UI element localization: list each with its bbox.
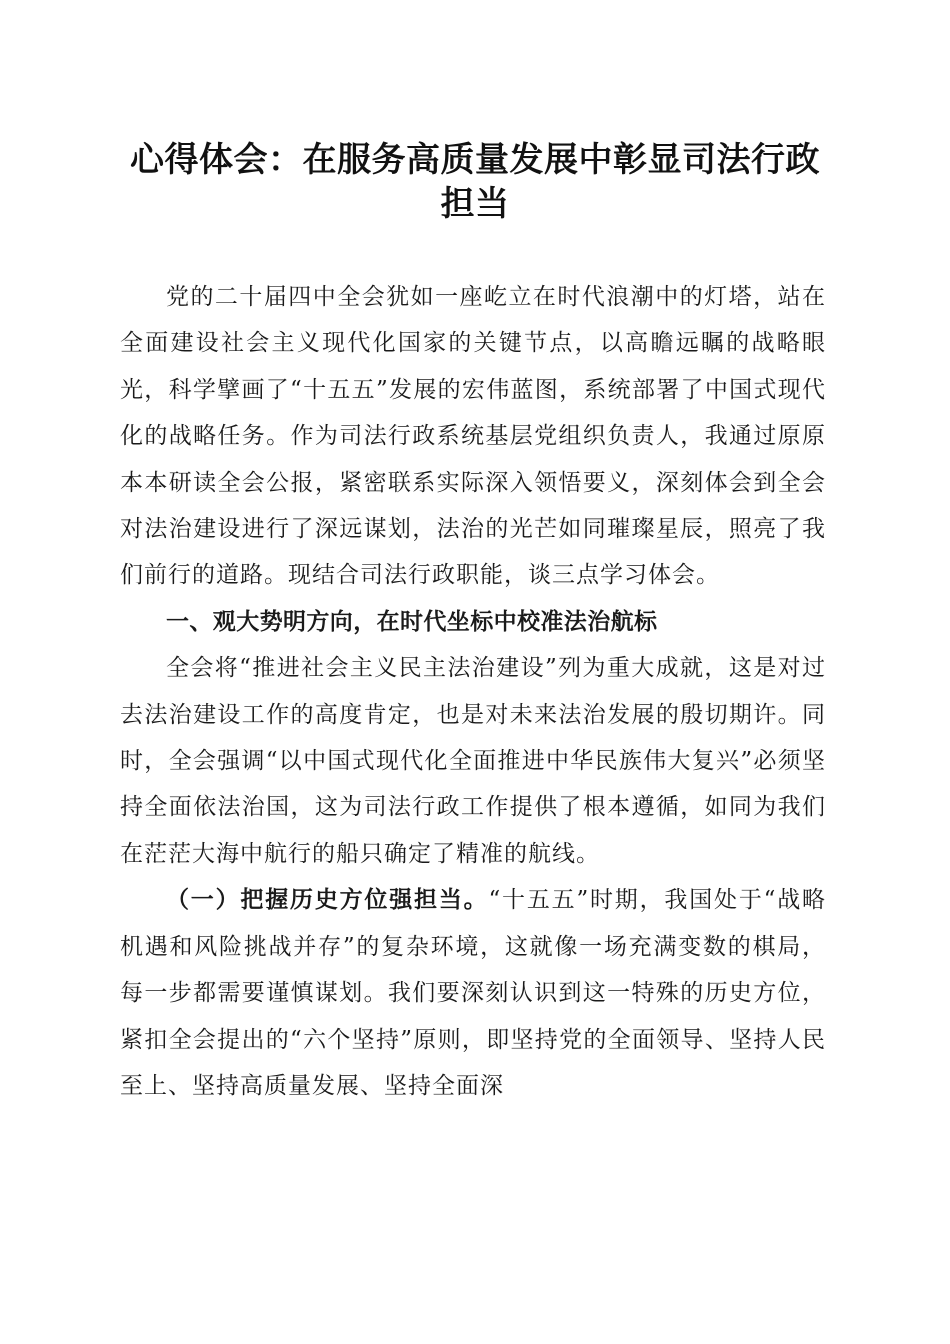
- subsection-1-lead: （一）把握历史方位强担当。: [166, 886, 489, 914]
- subsection-1-text: “十五五”时期，我国处于“战略机遇和风险挑战并存”的复杂环境，这就像一场充满变数的棋局，每一步都需要谨慎谋划。我们要深刻认识到这一特殊的历史方位，紧扣全会提出的“六个坚持”原则，即坚持党的全面领导、坚持人民至上、坚持高质量发展、坚持全面深: [120, 887, 826, 1099]
- subsection-1-paragraph: [120, 877, 826, 1155]
- document-title: [100, 138, 850, 226]
- document-body: [120, 274, 826, 1155]
- section-1-paragraph: 全会将“推进社会主义民主法治建设”列为重大成就，这是对过去法治建设工作的高度肯定，也是对未来法治发展的殷切期许。同时，全会强调“以中国式现代化全面推进中华民族伟大复兴”必须坚持全面依法治国，这为司法行政工作提供了根本遵循，如同为我们在茫茫大海中航行的船只确定了精准的航线。: [120, 655, 826, 867]
- section-heading-1: 一、观大势明方向，在时代坐标中校准法治航标: [166, 608, 658, 635]
- title-line-2: 担当: [440, 184, 510, 224]
- intro-paragraph: 党的二十届四中全会犹如一座屹立在时代浪潮中的灯塔，站在全面建设社会主义现代化国家的关键节点，以高瞻远瞩的战略眼光，科学擘画了“十五五”发展的宏伟蓝图，系统部署了中国式现代化的战略任务。作为司法行政系统基层党组织负责人，我通过原原本本研读全会公报，紧密联系实际深入领悟要义，深刻体会到全会对法治建设进行了深远谋划，法治的光芒如同璀璨星辰，照亮了我们前行的道路。现结合司法行政职能，谈三点学习体会。: [120, 284, 826, 589]
- title-line-1: 心得体会：在服务高质量发展中彰显司法行政: [130, 140, 820, 180]
